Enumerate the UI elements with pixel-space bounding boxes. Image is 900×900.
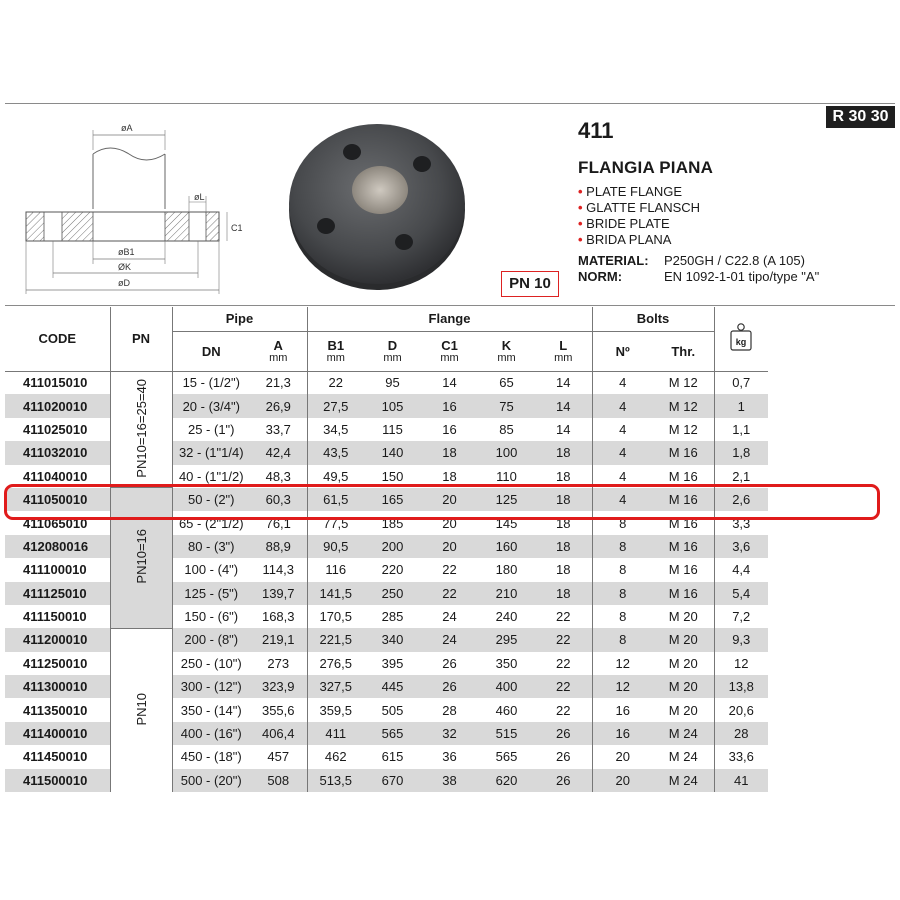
cell-l: 22 bbox=[535, 628, 592, 651]
cell-dn: 250 - (10") bbox=[180, 655, 242, 671]
cell-dn: 450 - (18") bbox=[180, 749, 242, 765]
weight-unit-label: kg bbox=[735, 337, 747, 348]
cell-k: 145 bbox=[495, 515, 518, 531]
cell-code: 411250010 bbox=[5, 652, 110, 675]
cell-a: 273 bbox=[250, 652, 307, 675]
cell-n: 16 bbox=[615, 702, 630, 718]
cell-l: 18 bbox=[535, 441, 592, 464]
cell-k: 65 bbox=[478, 371, 535, 394]
cell-kg: 33,6 bbox=[728, 749, 754, 765]
header-bolt-count: Nº bbox=[615, 343, 630, 359]
cell-kg: 12 bbox=[734, 655, 749, 671]
cell-c1: 20 bbox=[421, 535, 478, 558]
product-title: FLANGIA PIANA bbox=[578, 158, 714, 177]
header-a-label: A bbox=[273, 338, 283, 353]
dim-b1-label: øB1 bbox=[118, 247, 135, 257]
cell-d: 505 bbox=[381, 702, 404, 718]
cell-c1: 38 bbox=[421, 769, 478, 792]
cell-n: 12 bbox=[615, 655, 630, 671]
cell-kg: 2,1 bbox=[732, 468, 751, 484]
cell-dn: 80 - (3") bbox=[172, 535, 250, 558]
weight-icon bbox=[729, 322, 753, 352]
flange-product-photo bbox=[282, 118, 472, 298]
cell-l: 18 bbox=[535, 465, 592, 488]
cell-n: 12 bbox=[592, 675, 653, 698]
cell-code: 411400010 bbox=[5, 722, 110, 745]
cell-k: 85 bbox=[499, 421, 514, 437]
cell-l: 22 bbox=[535, 652, 592, 675]
cell-code: 411040010 bbox=[5, 465, 110, 488]
cell-b1: 22 bbox=[307, 371, 364, 394]
cell-kg: 7,2 bbox=[732, 609, 751, 625]
cell-k: 160 bbox=[478, 535, 535, 558]
cell-thr: M 20 bbox=[653, 605, 714, 628]
pressure-rating-box: PN 10 bbox=[501, 271, 559, 297]
cell-kg: 1,8 bbox=[714, 441, 768, 464]
material-value: P250GH / C22.8 (A 105) bbox=[664, 253, 805, 268]
cell-code: 411125010 bbox=[5, 582, 110, 605]
highlighted-row-marker bbox=[4, 484, 880, 520]
cell-c1: 26 bbox=[421, 675, 478, 698]
cell-dn: 300 - (12") bbox=[172, 675, 250, 698]
cell-l: 18 bbox=[535, 511, 592, 534]
dim-a-label: øA bbox=[121, 123, 133, 133]
cell-n: 8 bbox=[592, 628, 653, 651]
cell-c1: 24 bbox=[442, 609, 457, 625]
cell-dn: 100 - (4") bbox=[184, 562, 239, 578]
cell-d: 615 bbox=[381, 749, 404, 765]
cell-kg: 28 bbox=[714, 722, 768, 745]
header-b1-unit: mm bbox=[326, 352, 345, 364]
cell-l: 22 bbox=[535, 605, 592, 628]
cell-b1: 90,5 bbox=[307, 535, 364, 558]
cell-a: 323,9 bbox=[250, 675, 307, 698]
cell-dn: 15 - (1/2") bbox=[172, 371, 250, 394]
cell-b1: 276,5 bbox=[319, 655, 353, 671]
cell-n: 20 bbox=[615, 749, 630, 765]
cell-c1: 18 bbox=[421, 441, 478, 464]
cell-c1: 20 bbox=[421, 488, 478, 511]
header-k-unit: mm bbox=[497, 352, 516, 364]
pn-group-cell bbox=[110, 371, 172, 488]
header-d bbox=[364, 331, 421, 371]
cell-c1: 18 bbox=[442, 468, 457, 484]
header-divider bbox=[5, 305, 895, 306]
header-d-unit: mm bbox=[383, 352, 402, 364]
cell-dn: 40 - (1"1/2) bbox=[178, 468, 244, 484]
header-l-label: L bbox=[559, 338, 568, 353]
cell-code: 411100010 bbox=[5, 558, 110, 581]
cell-kg: 3,3 bbox=[732, 515, 751, 531]
dim-d-label: øD bbox=[118, 278, 130, 288]
product-name-es: • BRIDA PLANA bbox=[578, 232, 700, 248]
cell-d: 340 bbox=[364, 628, 421, 651]
cell-n: 16 bbox=[592, 722, 653, 745]
cell-thr: M 16 bbox=[653, 441, 714, 464]
cell-k: 295 bbox=[478, 628, 535, 651]
cell-a: 88,9 bbox=[250, 535, 307, 558]
cell-kg: 5,4 bbox=[714, 582, 768, 605]
cell-code: 411065010 bbox=[5, 511, 110, 534]
cell-b1: 221,5 bbox=[307, 628, 364, 651]
header-k bbox=[478, 331, 535, 371]
top-divider bbox=[5, 103, 895, 104]
header-dn: DN bbox=[201, 343, 221, 359]
cell-d: 445 bbox=[364, 675, 421, 698]
cell-l: 18 bbox=[535, 558, 592, 581]
cell-code: 411020010 bbox=[5, 394, 110, 417]
cell-code: 412080016 bbox=[5, 535, 110, 558]
cell-b1: 43,5 bbox=[307, 441, 364, 464]
cell-d: 95 bbox=[364, 371, 421, 394]
cell-l: 22 bbox=[535, 698, 592, 721]
cell-b1: 141,5 bbox=[307, 582, 364, 605]
cell-b1: 61,5 bbox=[307, 488, 364, 511]
cell-d: 670 bbox=[364, 769, 421, 792]
header-c1-label: C1 bbox=[441, 338, 458, 353]
cell-thr: M 16 bbox=[653, 582, 714, 605]
cell-c1: 16 bbox=[442, 421, 457, 437]
cell-thr: M 16 bbox=[653, 465, 714, 488]
cell-thr: M 12 bbox=[653, 394, 714, 417]
cell-thr: M 20 bbox=[653, 652, 714, 675]
cell-c1: 24 bbox=[421, 628, 478, 651]
dim-c1-label: C1 bbox=[231, 223, 243, 233]
pn-group-label: PN10 bbox=[133, 692, 149, 726]
cell-k: 240 bbox=[495, 609, 518, 625]
cell-l: 26 bbox=[535, 722, 592, 745]
header-c1-unit: mm bbox=[440, 352, 459, 364]
cell-k: 350 bbox=[495, 655, 518, 671]
cell-dn: 65 - (2"1/2) bbox=[178, 515, 244, 531]
cell-a: 42,4 bbox=[250, 441, 307, 464]
cell-d: 115 bbox=[382, 421, 403, 437]
cell-n: 8 bbox=[619, 562, 627, 578]
cell-d: 285 bbox=[381, 609, 404, 625]
cell-code: 411015010 bbox=[5, 371, 110, 394]
cell-code: 411050010 bbox=[5, 488, 110, 511]
cell-d: 140 bbox=[364, 441, 421, 464]
material-label: MATERIAL: bbox=[578, 253, 649, 268]
cell-dn: 500 - (20") bbox=[172, 769, 250, 792]
cell-b1: 49,5 bbox=[323, 468, 349, 484]
header-l-unit: mm bbox=[554, 352, 573, 364]
header-a bbox=[250, 331, 307, 371]
header-thread: Thr. bbox=[653, 331, 714, 371]
norm-value: EN 1092-1-01 tipo/type "A" bbox=[664, 269, 820, 284]
cell-n: 4 bbox=[592, 394, 653, 417]
cell-k: 180 bbox=[495, 562, 518, 578]
cell-d: 185 bbox=[381, 515, 404, 531]
cell-kg: 3,6 bbox=[714, 535, 768, 558]
cell-a: 26,9 bbox=[250, 394, 307, 417]
cell-n: 20 bbox=[592, 769, 653, 792]
cell-a: 355,6 bbox=[250, 698, 307, 721]
header-b1 bbox=[307, 331, 364, 371]
cell-c1: 32 bbox=[421, 722, 478, 745]
header-flange: Flange bbox=[307, 307, 592, 331]
header-l bbox=[535, 331, 592, 371]
cell-b1: 170,5 bbox=[319, 609, 353, 625]
cell-l: 18 bbox=[535, 582, 592, 605]
cell-kg: 41 bbox=[714, 769, 768, 792]
cell-code: 411025010 bbox=[5, 418, 110, 441]
cell-a: 33,7 bbox=[250, 418, 307, 441]
cell-a: 457 bbox=[250, 745, 307, 768]
cell-kg: 1 bbox=[714, 394, 768, 417]
cell-d: 200 bbox=[364, 535, 421, 558]
cell-dn: 350 - (14") bbox=[180, 702, 242, 718]
cell-kg: 13,8 bbox=[714, 675, 768, 698]
cell-k: 110 bbox=[496, 468, 517, 484]
cell-b1: 513,5 bbox=[307, 769, 364, 792]
header-pipe: Pipe bbox=[172, 307, 307, 331]
cell-thr: M 20 bbox=[653, 628, 714, 651]
cell-thr: M 24 bbox=[653, 745, 714, 768]
cell-l: 26 bbox=[535, 745, 592, 768]
cell-b1: 462 bbox=[324, 749, 347, 765]
cell-thr: M 12 bbox=[653, 418, 714, 441]
cell-a: 406,4 bbox=[250, 722, 307, 745]
cell-d: 395 bbox=[381, 655, 404, 671]
norm-label: NORM: bbox=[578, 269, 623, 284]
cell-c1: 14 bbox=[421, 371, 478, 394]
cell-n: 4 bbox=[592, 371, 653, 394]
cell-c1: 36 bbox=[442, 749, 457, 765]
cell-n: 8 bbox=[592, 535, 653, 558]
cell-b1: 77,5 bbox=[323, 515, 349, 531]
cell-kg: 0,7 bbox=[714, 371, 768, 394]
cell-l: 14 bbox=[535, 371, 592, 394]
pn-group-label: PN10=16=25=40 bbox=[133, 378, 149, 478]
cell-l: 22 bbox=[535, 675, 592, 698]
cell-k: 100 bbox=[478, 441, 535, 464]
cell-code: 411032010 bbox=[5, 441, 110, 464]
cell-d: 250 bbox=[364, 582, 421, 605]
pn-group-cell bbox=[110, 628, 172, 792]
cell-k: 400 bbox=[478, 675, 535, 698]
cell-a: 139,7 bbox=[250, 582, 307, 605]
cell-dn: 25 - (1") bbox=[187, 421, 235, 437]
cell-l: 18 bbox=[535, 488, 592, 511]
header-pn: PN bbox=[110, 307, 172, 371]
header-bolts: Bolts bbox=[592, 307, 714, 331]
table-row bbox=[5, 371, 768, 394]
header-c1 bbox=[421, 331, 478, 371]
cell-kg: 4,4 bbox=[732, 562, 751, 578]
cell-thr: M 16 bbox=[653, 558, 714, 581]
cell-b1: 34,5 bbox=[323, 421, 349, 437]
cell-a: 508 bbox=[250, 769, 307, 792]
cell-d: 220 bbox=[381, 562, 404, 578]
cell-c1: 22 bbox=[442, 562, 457, 578]
cell-code: 411200010 bbox=[5, 628, 110, 651]
cell-n: 8 bbox=[619, 609, 627, 625]
header-b1-label: B1 bbox=[327, 338, 345, 353]
cell-code: 411350010 bbox=[5, 698, 110, 721]
cell-a: 76,1 bbox=[250, 511, 307, 534]
cell-n: 4 bbox=[619, 421, 627, 437]
cell-dn: 125 - (5") bbox=[172, 582, 250, 605]
cell-code: 411450010 bbox=[5, 745, 110, 768]
cell-l: 14 bbox=[535, 418, 592, 441]
cell-kg: 20,6 bbox=[728, 702, 754, 718]
cell-thr: M 24 bbox=[653, 769, 714, 792]
cell-d: 565 bbox=[364, 722, 421, 745]
cell-n: 8 bbox=[592, 582, 653, 605]
cell-b1: 327,5 bbox=[307, 675, 364, 698]
header-a-unit: mm bbox=[269, 352, 288, 364]
cell-code: 411150010 bbox=[5, 605, 110, 628]
cell-a: 60,3 bbox=[250, 488, 307, 511]
cell-d: 105 bbox=[364, 394, 421, 417]
cell-thr: M 12 bbox=[653, 371, 714, 394]
cell-kg: 2,6 bbox=[714, 488, 768, 511]
cell-thr: M 16 bbox=[653, 511, 714, 534]
cell-dn: 150 - (6") bbox=[184, 609, 239, 625]
cell-code: 411500010 bbox=[5, 769, 110, 792]
cell-dn: 32 - (1"1/4) bbox=[172, 441, 250, 464]
dim-k-label: ØK bbox=[118, 262, 132, 272]
flange-spec-table bbox=[5, 307, 768, 792]
cell-b1: 359,5 bbox=[319, 702, 353, 718]
product-name-de: • GLATTE FLANSCH bbox=[578, 200, 700, 216]
cell-dn: 200 - (8") bbox=[172, 628, 250, 651]
header-code: CODE bbox=[5, 307, 110, 371]
cell-n: 4 bbox=[592, 441, 653, 464]
cell-thr: M 20 bbox=[653, 698, 714, 721]
cell-a: 21,3 bbox=[250, 371, 307, 394]
cell-dn: 50 - (2") bbox=[172, 488, 250, 511]
cell-l: 14 bbox=[535, 394, 592, 417]
cell-c1: 28 bbox=[442, 702, 457, 718]
cell-b1: 27,5 bbox=[307, 394, 364, 417]
cell-d: 150 bbox=[381, 468, 404, 484]
cell-k: 75 bbox=[478, 394, 535, 417]
cell-thr: M 16 bbox=[653, 535, 714, 558]
cell-n: 4 bbox=[619, 468, 627, 484]
cell-k: 565 bbox=[495, 749, 518, 765]
cell-c1: 16 bbox=[421, 394, 478, 417]
cell-a: 168,3 bbox=[250, 605, 307, 628]
product-name-en: • PLATE FLANGE bbox=[578, 184, 700, 200]
cell-dn: 400 - (16") bbox=[172, 722, 250, 745]
catalog-reference-badge: R 30 30 bbox=[826, 106, 895, 128]
cell-k: 210 bbox=[478, 582, 535, 605]
product-name-fr: • BRIDE PLATE bbox=[578, 216, 700, 232]
table-row bbox=[5, 628, 768, 651]
cell-b1: 116 bbox=[325, 562, 347, 578]
cell-k: 620 bbox=[478, 769, 535, 792]
cell-c1: 22 bbox=[421, 582, 478, 605]
cell-d: 165 bbox=[364, 488, 421, 511]
pn-group-label: PN10=16 bbox=[133, 529, 149, 584]
product-code: 411 bbox=[578, 118, 614, 143]
cell-dn: 20 - (3/4") bbox=[172, 394, 250, 417]
cell-thr: M 24 bbox=[653, 722, 714, 745]
cell-thr: M 16 bbox=[653, 488, 714, 511]
cell-n: 4 bbox=[592, 488, 653, 511]
cell-a: 114,3 bbox=[250, 558, 307, 581]
cell-l: 26 bbox=[535, 769, 592, 792]
cell-k: 125 bbox=[478, 488, 535, 511]
header-weight bbox=[714, 307, 768, 371]
product-translations bbox=[578, 184, 700, 248]
cell-c1: 26 bbox=[442, 655, 457, 671]
header-k-label: K bbox=[501, 338, 512, 353]
cell-k: 515 bbox=[478, 722, 535, 745]
dim-l-label: øL bbox=[194, 192, 205, 202]
product-specs bbox=[578, 253, 819, 285]
cell-c1: 20 bbox=[442, 515, 457, 531]
cell-code: 411300010 bbox=[5, 675, 110, 698]
cell-l: 18 bbox=[535, 535, 592, 558]
flange-technical-drawing bbox=[18, 114, 243, 299]
cell-thr: M 20 bbox=[653, 675, 714, 698]
header-d-label: D bbox=[387, 338, 398, 353]
cell-b1: 411 bbox=[307, 722, 364, 745]
cell-kg: 1,1 bbox=[732, 421, 751, 437]
cell-a: 219,1 bbox=[250, 628, 307, 651]
cell-kg: 9,3 bbox=[714, 628, 768, 651]
cell-a: 48,3 bbox=[250, 465, 307, 488]
cell-k: 460 bbox=[495, 702, 518, 718]
cell-n: 8 bbox=[619, 515, 627, 531]
